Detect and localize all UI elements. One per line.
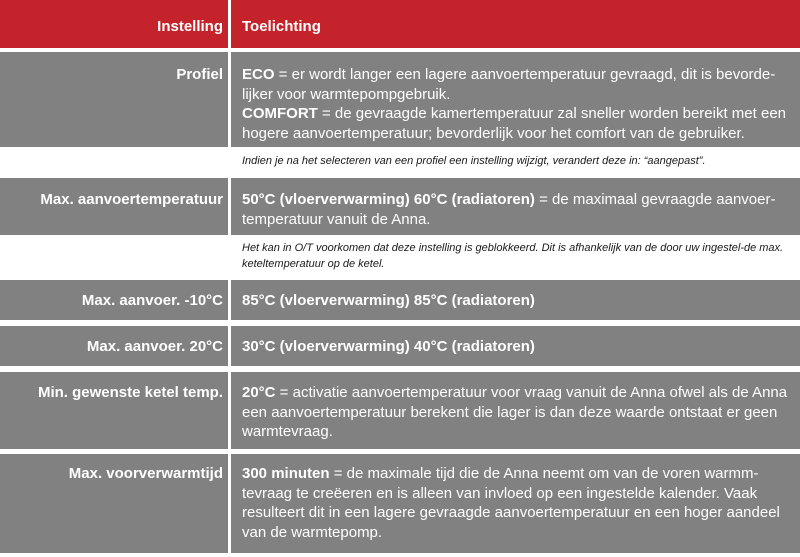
table-row-min-ketel-temp bbox=[0, 372, 800, 449]
desc-max-aanvoertemperatuur bbox=[231, 178, 800, 235]
label-max-voorverwarmtijd: Max. voorverwarmtijd bbox=[0, 454, 228, 553]
label-min-ketel-temp: Min. gewenste ketel temp. bbox=[0, 372, 228, 449]
header-instelling: Instelling bbox=[0, 0, 228, 48]
desc-max-voorverwarmtijd bbox=[231, 454, 800, 553]
desc-max-aanvoer-min10: 85°C (vloerverwarming) 85°C (radiatoren) bbox=[231, 280, 800, 320]
table-row-profiel bbox=[0, 52, 800, 147]
min-ketel-text: = activatie aanvoertemperatuur voor vraag vanuit de Anna ofwel als de Anna een aanvoertemperatuur berekent die lager is dan deze waarde ontstaat er geen warmtevraag. bbox=[242, 384, 788, 440]
label-max-aanvoertemperatuur: Max. aanvoertemperatuur bbox=[0, 178, 228, 235]
voorverwarm-bold: 300 minuten bbox=[242, 465, 330, 482]
comfort-text: = de gevraagde kamertemperatuur zal sneller worden bereikt met een hogere aanvoertemperatuur; bevorderlijk voor het comfort van de gebruiker. bbox=[242, 105, 786, 142]
table-row-max-voorverwarmtijd bbox=[0, 454, 800, 553]
table-row-max-aanvoertemperatuur bbox=[0, 178, 800, 235]
header-toelichting: Toelichting bbox=[231, 0, 800, 48]
max-aanvoer-text: = de maximaal gevraagde aanvoer-temperatuur vanuit de Anna. bbox=[242, 191, 776, 228]
label-profiel: Profiel bbox=[0, 52, 228, 147]
note-max-aanvoer: Het kan in O/T voorkomen dat deze instelling is geblokkeerd. Dit is afhankelijk van de door uw ingestel-de max. keteltemperatuur op de ketel. bbox=[242, 242, 784, 270]
label-max-aanvoer-min10: Max. aanvoer. -10°C bbox=[0, 280, 228, 320]
max-aanvoer-bold: 50°C (vloerverwarming) 60°C (radiatoren) bbox=[242, 191, 535, 208]
desc-min-ketel-temp bbox=[231, 372, 800, 449]
table-row-max-aanvoer-min10 bbox=[0, 280, 800, 320]
note-profiel: Indien je na het selecteren van een profiel een instelling wijzigt, verandert deze in: “aangepast”. bbox=[242, 155, 706, 167]
eco-text: = er wordt langer een lagere aanvoertemperatuur gevraagd, dit is bevorde-lijker voor warmtepompgebruik. bbox=[242, 66, 776, 103]
label-max-aanvoer-20: Max. aanvoer. 20°C bbox=[0, 326, 228, 366]
min-ketel-bold: 20°C bbox=[242, 384, 276, 401]
desc-max-aanvoer-20: 30°C (vloerverwarming) 40°C (radiatoren) bbox=[231, 326, 800, 366]
comfort-bold: COMFORT bbox=[242, 105, 318, 122]
eco-bold: ECO bbox=[242, 66, 275, 83]
desc-profiel bbox=[231, 52, 800, 147]
table-header bbox=[0, 0, 800, 48]
table-row-max-aanvoer-20 bbox=[0, 326, 800, 366]
voorverwarm-text: = de maximale tijd die de Anna neemt om van de voren warmm-tevraag te creëeren en is alleen van invloed op een ingestelde kalender. Vaak resulteert dit in een lagere gevraagde aanvoertemperatuur en een hoger aandeel van de warmtepomp. bbox=[242, 465, 780, 541]
